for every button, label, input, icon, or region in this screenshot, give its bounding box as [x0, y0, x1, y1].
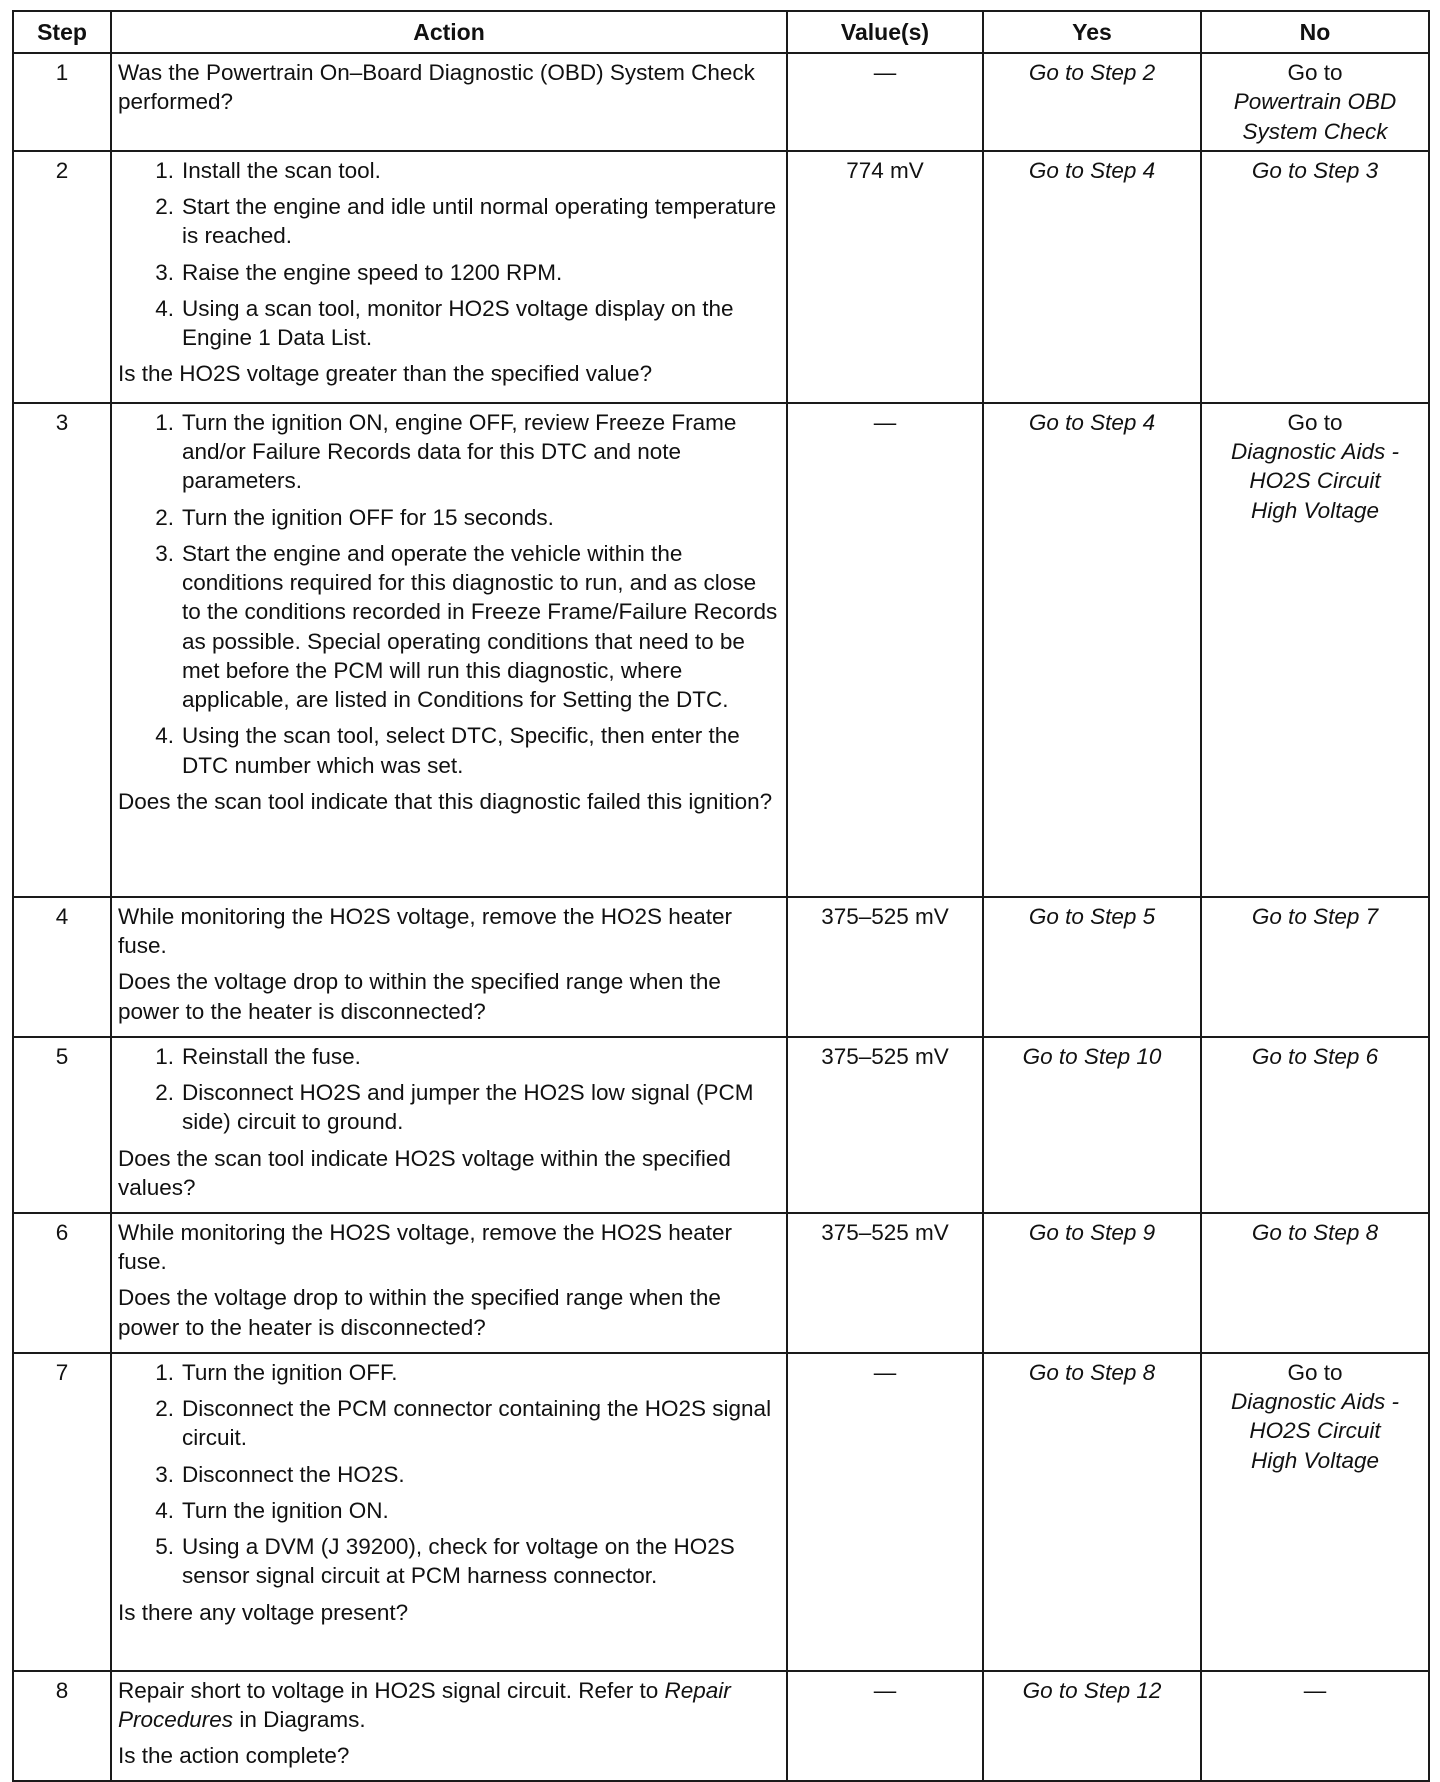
header-no: No — [1201, 11, 1429, 53]
yes-cell: Go to Step 2 — [983, 53, 1201, 151]
no-reference: System Check — [1242, 118, 1388, 144]
yes-cell: Go to Step 9 — [983, 1213, 1201, 1353]
no-goto: Go to — [1287, 1359, 1343, 1385]
no-cell: Go to Step 7 — [1201, 897, 1429, 1037]
question: Was the Powertrain On–Board Diagnostic (OBD) System Check performed? — [118, 60, 755, 115]
action-cell — [111, 53, 787, 151]
value-cell: — — [787, 1671, 983, 1781]
no-cell — [1201, 1353, 1429, 1671]
no-reference: High Voltage — [1250, 1447, 1379, 1473]
list-item: 3. Disconnect the HO2S. — [155, 1461, 405, 1487]
no-reference: HO2S Circuit — [1249, 468, 1381, 494]
list-item: 1. Turn the ignition OFF. — [155, 1359, 398, 1385]
step-number: 6 — [13, 1213, 111, 1353]
step-number: 4 — [13, 897, 111, 1037]
diagnostic-table — [12, 10, 1430, 1782]
no-cell: Go to Step 8 — [1201, 1213, 1429, 1353]
question: Does the scan tool indicate that this diagnostic failed this ignition? — [118, 788, 773, 814]
list-item: 1. Reinstall the fuse. — [155, 1043, 361, 1069]
value-cell: — — [787, 1353, 983, 1671]
action-cell — [111, 151, 787, 403]
action-cell — [111, 1213, 787, 1353]
question: Is the HO2S voltage greater than the specified value? — [118, 361, 653, 387]
action-list — [118, 156, 780, 353]
yes-cell: Go to Step 8 — [983, 1353, 1201, 1671]
list-item: 4. Using a scan tool, monitor HO2S voltage display on the Engine 1 Data List. — [155, 295, 734, 350]
header-step: Step — [13, 11, 111, 53]
no-cell: — — [1201, 1671, 1429, 1781]
step-number: 5 — [13, 1037, 111, 1213]
action-cell — [111, 1037, 787, 1213]
value-cell: 375–525 mV — [787, 897, 983, 1037]
instruction: While monitoring the HO2S voltage, remove the HO2S heater fuse. — [118, 903, 733, 958]
no-cell — [1201, 403, 1429, 897]
no-reference: Powertrain OBD — [1233, 89, 1397, 115]
instruction: While monitoring the HO2S voltage, remove the HO2S heater fuse. — [118, 1219, 733, 1274]
question: Does the voltage drop to within the specified range when the power to the heater is disconnected? — [118, 1285, 721, 1340]
list-item: 4. Using the scan tool, select DTC, Specific, then enter the DTC number which was set. — [155, 723, 740, 778]
table-row — [13, 1671, 1429, 1781]
question: Does the scan tool indicate HO2S voltage within the specified values? — [118, 1145, 731, 1200]
header-row — [13, 11, 1429, 53]
header-action: Action — [111, 11, 787, 53]
question: Does the voltage drop to within the specified range when the power to the heater is disconnected? — [118, 969, 721, 1024]
value-cell: — — [787, 53, 983, 151]
yes-cell: Go to Step 4 — [983, 151, 1201, 403]
table-row — [13, 53, 1429, 151]
action-cell — [111, 897, 787, 1037]
table-row — [13, 897, 1429, 1037]
no-cell — [1201, 53, 1429, 151]
list-item: 2. Turn the ignition OFF for 15 seconds. — [155, 504, 554, 530]
table-row — [13, 403, 1429, 897]
list-item: 5. Using a DVM (J 39200), check for voltage on the HO2S sensor signal circuit at PCM harness connector. — [155, 1534, 735, 1589]
yes-cell: Go to Step 12 — [983, 1671, 1201, 1781]
header-yes: Yes — [983, 11, 1201, 53]
no-goto: Go to — [1287, 409, 1343, 435]
action-list — [118, 1358, 780, 1591]
table-row — [13, 1213, 1429, 1353]
header-values: Value(s) — [787, 11, 983, 53]
question: Is there any voltage present? — [118, 1599, 409, 1625]
action-list — [118, 408, 780, 780]
instruction: Repair short to voltage in HO2S signal circuit. Refer to Repair Procedures in Diagrams. — [118, 1677, 731, 1732]
action-cell — [111, 1353, 787, 1671]
value-cell: 375–525 mV — [787, 1213, 983, 1353]
step-number: 1 — [13, 53, 111, 151]
list-item: 3. Start the engine and operate the vehicle within the conditions required for this diagnostic to run, and as close to the conditions recorded in Freeze Frame/Failure Records as possible. Special operating conditions that need to be met before the PCM will run this diagnostic, where applicable, are listed in Conditions for Setting the DTC. — [155, 540, 778, 712]
no-reference: Diagnostic Aids - — [1231, 1389, 1399, 1414]
action-cell — [111, 403, 787, 897]
table-row — [13, 1037, 1429, 1213]
no-reference: High Voltage — [1250, 497, 1379, 523]
table-row — [13, 1353, 1429, 1671]
reference-link: Repair Procedures — [118, 1677, 731, 1732]
value-cell: 375–525 mV — [787, 1037, 983, 1213]
list-item: 2. Start the engine and idle until normal operating temperature is reached. — [155, 194, 777, 249]
no-cell: Go to Step 6 — [1201, 1037, 1429, 1213]
action-list — [118, 1042, 780, 1137]
no-cell: Go to Step 3 — [1201, 151, 1429, 403]
list-item: 4. Turn the ignition ON. — [155, 1497, 389, 1523]
no-reference: HO2S Circuit — [1249, 1418, 1381, 1444]
yes-cell: Go to Step 5 — [983, 897, 1201, 1037]
yes-cell: Go to Step 10 — [983, 1037, 1201, 1213]
list-item: 2. Disconnect the PCM connector containing the HO2S signal circuit. — [155, 1396, 772, 1451]
step-number: 2 — [13, 151, 111, 403]
value-cell: — — [787, 403, 983, 897]
no-goto: Go to — [1287, 60, 1343, 85]
action-cell — [111, 1671, 787, 1781]
step-number: 7 — [13, 1353, 111, 1671]
step-number: 3 — [13, 403, 111, 897]
value-cell: 774 mV — [787, 151, 983, 403]
list-item: 1. Install the scan tool. — [155, 157, 381, 183]
list-item: 3. Raise the engine speed to 1200 RPM. — [155, 259, 563, 285]
table-row — [13, 151, 1429, 403]
question: Is the action complete? — [118, 1743, 350, 1769]
list-item: 1. Turn the ignition ON, engine OFF, review Freeze Frame and/or Failure Records data for this DTC and note parameters. — [155, 409, 737, 494]
no-reference: Diagnostic Aids - — [1231, 439, 1399, 464]
step-number: 8 — [13, 1671, 111, 1781]
list-item: 2. Disconnect HO2S and jumper the HO2S low signal (PCM side) circuit to ground. — [155, 1080, 754, 1135]
yes-cell: Go to Step 4 — [983, 403, 1201, 897]
